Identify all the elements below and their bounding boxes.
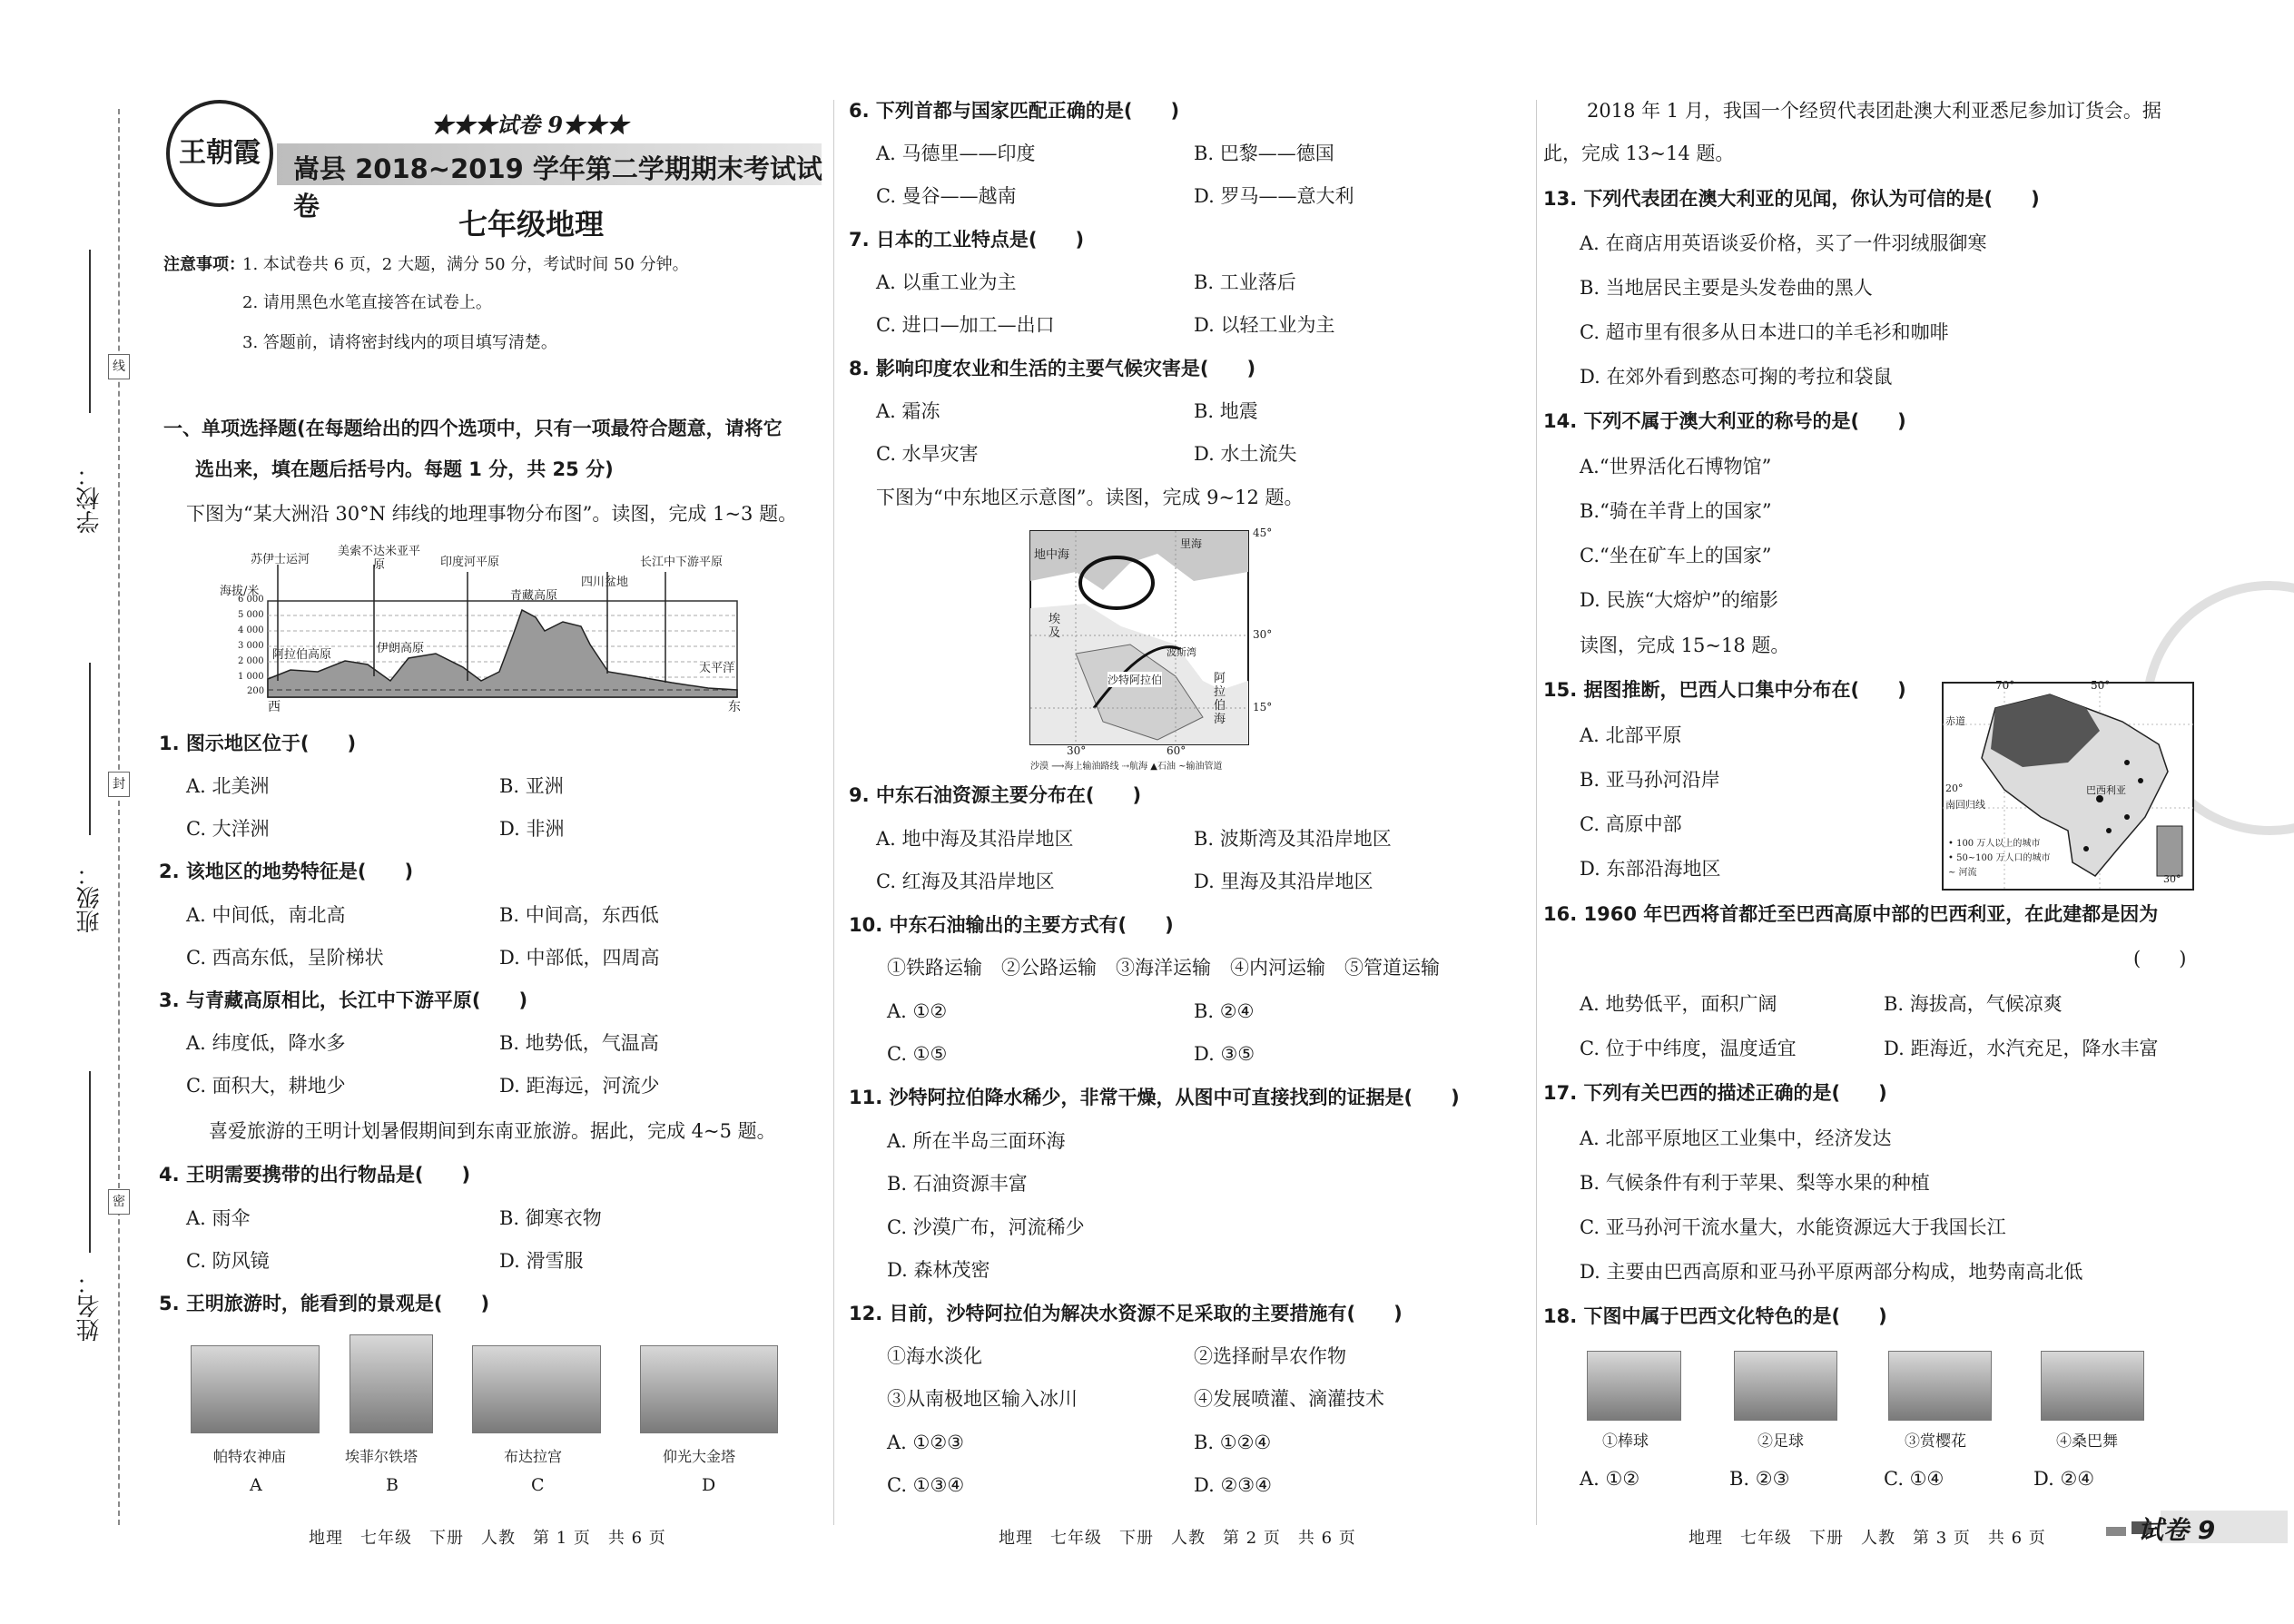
option-d[interactable]: D. ②③④ bbox=[1194, 1474, 1272, 1496]
photo-caption: 帕特农神庙 bbox=[213, 1448, 287, 1465]
map-label: 波斯湾 bbox=[1167, 646, 1196, 658]
note-item: 3. 答题前，请将密封线内的项目填写清楚。 bbox=[242, 333, 557, 352]
option-a[interactable]: A. ①②③ bbox=[887, 1432, 964, 1453]
feature-label: 苏伊士运河 bbox=[251, 553, 310, 566]
city-label: 巴西利亚 bbox=[2086, 784, 2126, 796]
option-d[interactable]: D. 罗马——意大利 bbox=[1194, 185, 1354, 207]
option-a[interactable]: A. ①② bbox=[887, 1000, 948, 1022]
option-a[interactable]: A. 中间低，南北高 bbox=[186, 904, 346, 926]
option-d[interactable]: D. 滑雪服 bbox=[499, 1250, 584, 1272]
option-a[interactable]: A. 北部平原 bbox=[1580, 724, 1682, 746]
region-label: 太平洋 bbox=[699, 662, 735, 675]
page-1 bbox=[159, 0, 826, 1624]
option-b[interactable]: B. 当地居民主要是头发卷曲的黑人 bbox=[1580, 277, 1873, 299]
school-label: 学校： bbox=[76, 463, 103, 534]
note-item: 2. 请用黑色水笔直接答在试卷上。 bbox=[242, 293, 492, 312]
map-label: 里海 bbox=[1180, 537, 1203, 550]
binder-rule bbox=[89, 250, 91, 413]
exam-title: 嵩县 2018~2019 学年第二学期期末考试试卷 bbox=[293, 153, 822, 221]
region-label: 阿拉伯高原 bbox=[272, 648, 332, 662]
question-stem: 11. 沙特阿拉伯降水稀少，非常干燥，从图中可直接找到的证据是( ) bbox=[849, 1087, 1460, 1108]
football-photo[interactable] bbox=[1734, 1351, 1837, 1421]
choice-item: ①海水淡化 bbox=[887, 1345, 982, 1367]
binder-mark: 封 bbox=[108, 772, 130, 797]
y-axis-label: 海拔/米 bbox=[220, 585, 260, 598]
option-d[interactable]: D. 水土流失 bbox=[1194, 443, 1297, 465]
question-stem: 7. 日本的工业特点是( ) bbox=[849, 229, 1085, 251]
choice-items: ①铁路运输 ②公路运输 ③海洋运输 ④内河运输 ⑤管道运输 bbox=[887, 957, 1440, 979]
question-stem: 2. 该地区的地势特征是( ) bbox=[159, 861, 414, 882]
option-c[interactable]: C. 水旱灾害 bbox=[876, 443, 979, 465]
option-a[interactable]: A. 纬度低，降水多 bbox=[186, 1032, 346, 1054]
lat-label: 南回归线 bbox=[1945, 799, 1985, 811]
lat-label: 赤道 bbox=[1945, 715, 1965, 727]
option-c[interactable]: C. 亚马孙河干流水量大，水能资源远大于我国长江 bbox=[1580, 1216, 2006, 1238]
feature-label: 美索不达米亚平原 bbox=[337, 545, 420, 572]
y-tick: 1 000 bbox=[238, 672, 264, 682]
option-c[interactable]: C. 高原中部 bbox=[1580, 813, 1682, 835]
intro-text: 下图为“中东地区示意图”。读图，完成 9~12 题。 bbox=[876, 487, 1304, 508]
lon-label: 30° bbox=[1067, 744, 1087, 757]
page-footer: 地理 七年级 下册 人教 第 2 页 共 6 页 bbox=[999, 1529, 1356, 1548]
lon-label: 60° bbox=[1167, 744, 1186, 757]
eiffel-tower-photo[interactable] bbox=[350, 1334, 433, 1433]
option-d[interactable]: D. 主要由巴西高原和亚马孙平原两部分构成，地势南高北低 bbox=[1580, 1261, 2083, 1283]
note-item: 1. 本试卷共 6 页，2 大题，满分 50 分，考试时间 50 分钟。 bbox=[242, 255, 689, 274]
y-tick: 2 000 bbox=[238, 656, 264, 666]
option-d[interactable]: D. 里海及其沿岸地区 bbox=[1194, 871, 1373, 892]
feature-label: 青藏高原 bbox=[510, 589, 558, 603]
lat-label: 30° bbox=[2163, 873, 2181, 885]
option-b[interactable]: B. 海拔高，气候凉爽 bbox=[1884, 993, 2063, 1015]
option-b[interactable]: B. ②③ bbox=[1729, 1468, 1790, 1490]
page-3 bbox=[1543, 0, 2288, 1624]
name-label: 姓名： bbox=[76, 1271, 103, 1342]
option-d[interactable]: D. 森林茂密 bbox=[887, 1259, 990, 1281]
option-c[interactable]: C. 防风镜 bbox=[186, 1250, 270, 1272]
y-tick: 4 000 bbox=[238, 625, 264, 635]
option-d[interactable]: D. 中部低，四周高 bbox=[499, 947, 660, 969]
option-b[interactable]: B. 亚洲 bbox=[499, 775, 564, 797]
photo-caption: ②足球 bbox=[1757, 1432, 1804, 1451]
map-legend: • 100 万人以上的城市 bbox=[1948, 839, 2041, 849]
publisher-logo: 王朝霞 bbox=[166, 100, 273, 207]
y-tick: 6 000 bbox=[238, 595, 264, 605]
option-b[interactable]: B. 石油资源丰富 bbox=[887, 1173, 1028, 1195]
feature-label: 四川盆地 bbox=[581, 576, 629, 589]
west-label: 西 bbox=[268, 700, 281, 714]
lon-label: 50° bbox=[2091, 679, 2111, 692]
seal-line bbox=[118, 109, 120, 1525]
corner-deco bbox=[2106, 1527, 2126, 1536]
section-heading: 一、单项选择题(在每题给出的四个选项中，只有一项最符合题意，请将它 bbox=[163, 418, 783, 439]
option-c[interactable]: C. ①⑤ bbox=[887, 1043, 948, 1065]
option-c[interactable]: C. 红海及其沿岸地区 bbox=[876, 871, 1055, 892]
east-label: 东 bbox=[728, 700, 741, 714]
option-d[interactable]: D. ②④ bbox=[2033, 1468, 2095, 1490]
photo-caption: ④桑巴舞 bbox=[2056, 1432, 2118, 1451]
option-b[interactable]: B. 地震 bbox=[1194, 400, 1258, 422]
option-c[interactable]: C. 沙漠广布，河流稀少 bbox=[887, 1216, 1085, 1238]
map-label: 沙特阿拉伯 bbox=[1108, 674, 1163, 686]
lon-label: 70° bbox=[1995, 679, 2015, 692]
option-d[interactable]: D. ③⑤ bbox=[1194, 1043, 1255, 1065]
option-c[interactable]: C. 大洋洲 bbox=[186, 818, 270, 840]
option-c[interactable]: C. 超市里有很多从日本进口的羊毛衫和咖啡 bbox=[1580, 321, 1949, 343]
option-a[interactable]: A. 所在半岛三面环海 bbox=[887, 1130, 1066, 1152]
option-d[interactable]: D. 民族“大熔炉”的缩影 bbox=[1580, 589, 1778, 611]
option-b[interactable]: B. 御寒衣物 bbox=[499, 1207, 602, 1229]
question-stem: 12. 目前，沙特阿拉伯为解决水资源不足采取的主要措施有( ) bbox=[849, 1303, 1403, 1324]
choice-item: ④发展喷灌、滴灌技术 bbox=[1194, 1388, 1384, 1410]
photo-letter: B bbox=[386, 1475, 399, 1495]
y-tick: 3 000 bbox=[238, 641, 264, 651]
page-footer: 地理 七年级 下册 人教 第 1 页 共 6 页 bbox=[309, 1529, 666, 1548]
option-b[interactable]: B. 亚马孙河沿岸 bbox=[1580, 769, 1720, 791]
question-stem: 13. 下列代表团在澳大利亚的见闻，你认为可信的是( ) bbox=[1543, 188, 2040, 210]
question-stem: 10. 中东石油输出的主要方式有( ) bbox=[849, 914, 1174, 936]
cherry-blossom-photo[interactable] bbox=[1888, 1351, 1992, 1421]
option-c[interactable]: C. 面积大，耕地少 bbox=[186, 1075, 346, 1097]
option-a[interactable]: A. ①② bbox=[1580, 1468, 1640, 1490]
photo-caption: 埃菲尔铁塔 bbox=[345, 1448, 418, 1465]
middle-east-map bbox=[1021, 527, 1285, 772]
section-heading: 选出来，填在题后括号内。每题 1 分，共 25 分) bbox=[195, 458, 614, 480]
option-d[interactable]: D. 距海近，水汽充足，降水丰富 bbox=[1884, 1038, 2159, 1059]
photo-caption: 仰光大金塔 bbox=[663, 1448, 736, 1465]
question-stem: 17. 下列有关巴西的描述正确的是( ) bbox=[1543, 1082, 1887, 1104]
option-a[interactable]: A.“世界活化石博物馆” bbox=[1580, 456, 1772, 477]
question-stem: 3. 与青藏高原相比，长江中下游平原( ) bbox=[159, 989, 528, 1011]
y-tick: 5 000 bbox=[238, 610, 264, 620]
shwedagon-pagoda-photo[interactable] bbox=[640, 1345, 778, 1433]
intro-text: 喜爱旅游的王明计划暑假期间到东南亚旅游。据此，完成 4~5 题。 bbox=[209, 1120, 776, 1142]
question-stem: 8. 影响印度农业和生活的主要气候灾害是( ) bbox=[849, 358, 1256, 379]
lat-label: 30° bbox=[1253, 628, 1273, 641]
question-stem: 6. 下列首都与国家匹配正确的是( ) bbox=[849, 100, 1180, 122]
corner-label: 试卷 9 bbox=[2138, 1515, 2216, 1545]
feature-label: 长江中下游平原 bbox=[640, 556, 724, 569]
column-divider bbox=[1536, 100, 1537, 1525]
map-legend: • 50~100 万人口的城市 bbox=[1948, 853, 2051, 863]
potala-palace-photo[interactable] bbox=[472, 1345, 601, 1433]
question-stem: 5. 王明旅游时，能看到的景观是( ) bbox=[159, 1293, 490, 1314]
notes-label: 注意事项： bbox=[163, 255, 245, 274]
binder-rule bbox=[89, 1071, 91, 1253]
option-b[interactable]: B. 工业落后 bbox=[1194, 271, 1296, 293]
option-a[interactable]: A. 北美洲 bbox=[186, 775, 270, 797]
map-label: 地中海 bbox=[1034, 548, 1070, 562]
option-a[interactable]: A. 地中海及其沿岸地区 bbox=[876, 828, 1074, 850]
option-b[interactable]: B. 中间高，东西低 bbox=[499, 904, 659, 926]
profile-figure bbox=[163, 545, 763, 717]
option-c[interactable]: C. 位于中纬度，温度适宜 bbox=[1580, 1038, 1797, 1059]
question-stem: 9. 中东石油资源主要分布在( ) bbox=[849, 784, 1142, 806]
option-d[interactable]: D. 在郊外看到憨态可掬的考拉和袋鼠 bbox=[1580, 366, 1893, 388]
brazil-map bbox=[1941, 681, 2195, 891]
series-title: ★★★试卷 9★★★ bbox=[431, 112, 629, 138]
option-c[interactable]: C.“坐在矿车上的国家” bbox=[1580, 545, 1772, 566]
binder-rule bbox=[89, 663, 91, 835]
parthenon-photo[interactable] bbox=[191, 1345, 320, 1433]
lat-label: 20° bbox=[1945, 782, 1964, 794]
choice-item: ③从南极地区输入冰川 bbox=[887, 1388, 1078, 1410]
question-stem: 4. 王明需要携带的出行物品是( ) bbox=[159, 1164, 471, 1186]
option-b[interactable]: B. ②④ bbox=[1194, 1000, 1255, 1022]
option-d[interactable]: D. 以轻工业为主 bbox=[1194, 314, 1335, 336]
map-graphic bbox=[1021, 527, 1285, 772]
photo-caption: ③赏樱花 bbox=[1905, 1432, 1966, 1451]
option-a[interactable]: A. 地势低平，面积广阔 bbox=[1580, 993, 1777, 1015]
baseball-photo[interactable] bbox=[1587, 1351, 1681, 1421]
option-b[interactable]: B. 巴黎——德国 bbox=[1194, 143, 1334, 164]
intro-text: 此，完成 13~14 题。 bbox=[1543, 143, 1735, 164]
question-stem: 14. 下列不属于澳大利亚的称号的是( ) bbox=[1543, 410, 1906, 432]
map-legend: ~ 河流 bbox=[1948, 868, 1977, 878]
lat-label: 45° bbox=[1253, 527, 1273, 539]
option-c[interactable]: C. 曼谷——越南 bbox=[876, 185, 1017, 207]
question-stem: 16. 1960 年巴西将首都迁至巴西高原中部的巴西利亚，在此建都是因为 bbox=[1543, 903, 2159, 925]
page-2 bbox=[849, 0, 1530, 1624]
option-b[interactable]: B. 气候条件有利于苹果、梨等水果的种植 bbox=[1580, 1172, 1930, 1194]
intro-text: 下图为“某大洲沿 30°N 纬线的地理事物分布图”。读图，完成 1~3 题。 bbox=[186, 503, 798, 525]
intro-text: 读图，完成 15~18 题。 bbox=[1580, 635, 1790, 656]
option-a[interactable]: A. 雨伞 bbox=[186, 1207, 251, 1229]
option-a[interactable]: A. 马德里——印度 bbox=[876, 143, 1036, 164]
photo-caption: 布达拉宫 bbox=[504, 1448, 563, 1465]
subject-title: 七年级地理 bbox=[458, 207, 605, 241]
answer-paren[interactable]: ( ) bbox=[2133, 948, 2187, 969]
binder-mark: 线 bbox=[108, 354, 130, 379]
option-c[interactable]: C. 进口—加工—出口 bbox=[876, 314, 1055, 336]
option-b[interactable]: B. 波斯湾及其沿岸地区 bbox=[1194, 828, 1392, 850]
photo-caption: ①棒球 bbox=[1602, 1432, 1649, 1451]
photo-letter: A bbox=[250, 1475, 262, 1495]
y-tick: 200 bbox=[247, 686, 265, 696]
binder-mark: 密 bbox=[108, 1189, 130, 1215]
class-label: 班级： bbox=[76, 862, 103, 933]
map-label: 阿拉伯海 bbox=[1214, 672, 1226, 726]
lat-label: 15° bbox=[1253, 701, 1273, 714]
option-b[interactable]: B. 地势低，气温高 bbox=[499, 1032, 659, 1054]
photo-letter: C bbox=[531, 1475, 545, 1495]
option-b[interactable]: B. ①②④ bbox=[1194, 1432, 1272, 1453]
option-a[interactable]: A. 以重工业为主 bbox=[876, 271, 1017, 293]
intro-text: 2018 年 1 月，我国一个经贸代表团赴澳大利亚悉尼参加订货会。据 bbox=[1587, 100, 2161, 122]
samba-dance-photo[interactable] bbox=[2041, 1351, 2144, 1421]
page-footer: 地理 七年级 下册 人教 第 3 页 共 6 页 bbox=[1689, 1529, 2046, 1548]
option-c[interactable]: C. 西高东低，呈阶梯状 bbox=[186, 947, 384, 969]
question-stem: 18. 下图中属于巴西文化特色的是( ) bbox=[1543, 1305, 1887, 1327]
option-d[interactable]: D. 距海远，河流少 bbox=[499, 1075, 660, 1097]
question-stem: 15. 据图推断，巴西人口集中分布在( ) bbox=[1543, 679, 1906, 701]
map-legend: 沙漠 ⟶海上输油路线 ⇢航海 ▲石油 ~输油管道 bbox=[1030, 762, 1223, 772]
question-stem: 1. 图示地区位于( ) bbox=[159, 733, 357, 754]
option-d[interactable]: D. 非洲 bbox=[499, 818, 565, 840]
feature-label: 印度河平原 bbox=[440, 556, 500, 569]
choice-item: ②选择耐旱农作物 bbox=[1194, 1345, 1346, 1367]
option-a[interactable]: A. 在商店用英语谈妥价格，买了一件羽绒服御寒 bbox=[1580, 232, 1987, 254]
map-label: 埃及 bbox=[1049, 613, 1061, 640]
option-c[interactable]: C. ①④ bbox=[1884, 1468, 1944, 1490]
option-d[interactable]: D. 东部沿海地区 bbox=[1580, 858, 1721, 880]
option-c[interactable]: C. ①③④ bbox=[887, 1474, 965, 1496]
option-b[interactable]: B.“骑在羊背上的国家” bbox=[1580, 500, 1772, 522]
option-a[interactable]: A. 北部平原地区工业集中，经济发达 bbox=[1580, 1127, 1892, 1149]
column-divider bbox=[833, 100, 834, 1525]
photo-letter: D bbox=[702, 1475, 716, 1495]
option-a[interactable]: A. 霜冻 bbox=[876, 400, 940, 422]
region-label: 伊朗高原 bbox=[377, 642, 425, 655]
